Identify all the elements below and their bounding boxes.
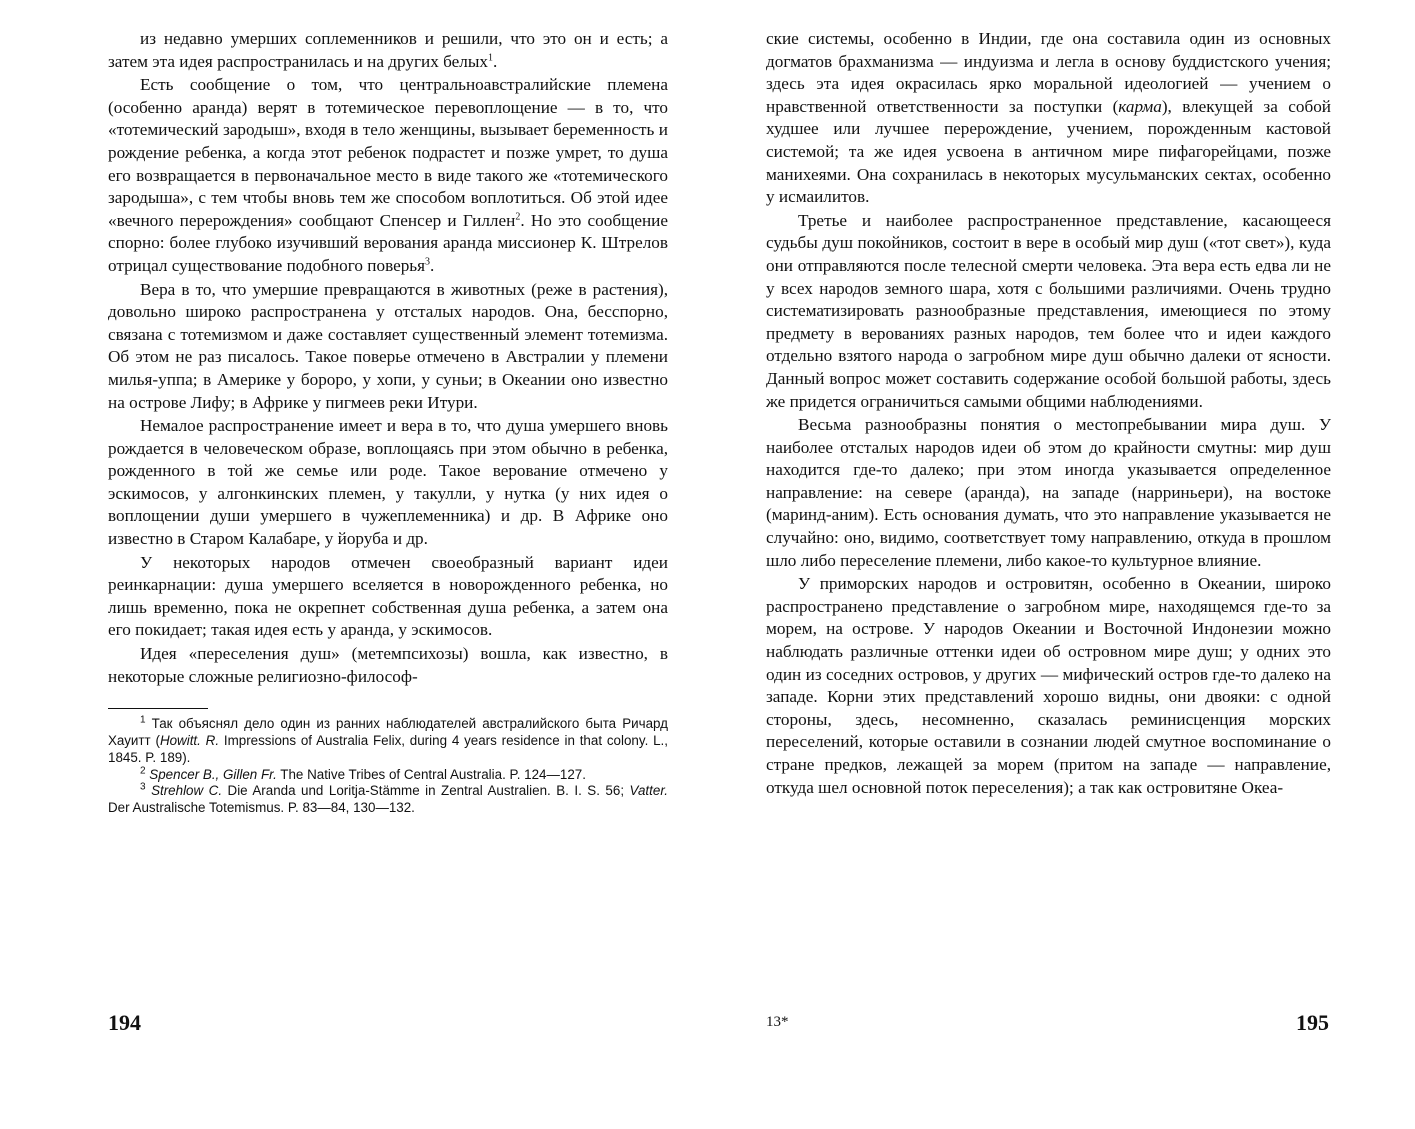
- text-run: Der Australische Totemismus. P. 83—84, 130—132.: [108, 800, 415, 816]
- paragraph: [766, 573, 1331, 799]
- footnote: [108, 767, 668, 784]
- italic-text: Strehlow C.: [151, 783, 223, 799]
- text-run: Есть сообщение о том, что центральноавстралийские племена (особенно аранда) верят в тотемическое перевоплощение — в то, что «тотемический зародыш», входя в тело женщины, вызывает беременность и рождение ребенка, а когда этот ребенок подрастет и позже умрет, то душа его возвращается в первоначальное место в виде такого же «тотемического зародыша», с тем чтобы вновь тем же способом воплотиться. Об этой идее «вечного перерождения» сообщают Спенсер и Гиллен: [108, 75, 668, 230]
- text-run: Так объяснял дело один из ранних наблюдателей австралийского быта Ричард Хауитт (: [108, 716, 668, 749]
- footnote: [108, 716, 668, 766]
- text-run: Die Aranda und Loritja-Stämme in Zentral Australien. B. I. S. 56;: [222, 783, 630, 799]
- footnote-ref: 3: [425, 256, 431, 268]
- text-run: ), влекущей за собой худшее или лучшее перерождение, учением, порожденным кастовой системой; та же идея усвоена в античном мире пифагорейцами, позже манихеями. Она сохранилась в некоторых мусульманских сектах, особенно у исмаилитов.: [766, 96, 1331, 207]
- footnote-ref: 2: [515, 211, 521, 223]
- text-run: У некоторых народов отмечен своеобразный вариант идеи реинкарнации: душа умершего вселяется в новорожденного ребенка, но лишь временно, пока не окрепнет собственная душа ребенка, а затем она его покидает; такая идея есть у аранда, у эскимосов.: [108, 552, 668, 640]
- paragraph: [766, 210, 1331, 413]
- paragraph: [108, 28, 668, 73]
- footnote-ref: 1: [488, 51, 494, 63]
- footnote-divider: [108, 708, 208, 709]
- paragraph: [108, 74, 668, 277]
- text-run: .: [493, 51, 498, 71]
- signature-mark: 13*: [766, 1014, 789, 1030]
- left-page-body: [108, 28, 668, 688]
- paragraph: [766, 414, 1331, 572]
- paragraph: [108, 643, 668, 688]
- text-run: У приморских народов и островитян, особенно в Океании, широко распространено представление о загробном мире, находящемся где-то за морем, на острове. У народов Океании и Восточной Индонезии можно наблюдать различные оттенки идеи об островном мире душ; у одних это один из соседних островов, у других — мифический остров где-то далеко на западе. Корни этих представлений хорошо видны, они двояки: с одной стороны, здесь, несомненно, сказалась реминисценция морских переселений, которые оставили в сознании людей смутное воспоминание о стране предков, лежащей за морем (притом на западе — направление, откуда шел основной поток переселения); а так как островитяне Океа-: [766, 574, 1331, 797]
- italic-text: Vatter.: [629, 783, 668, 799]
- right-page-body: [766, 28, 1331, 799]
- footnote-ref: 2: [140, 765, 146, 777]
- text-run: из недавно умерших соплеменников и решили, что это он и есть; а затем эта идея распространилась и на других белых: [108, 29, 668, 71]
- right-page: [766, 28, 1331, 799]
- paragraph: [108, 279, 668, 415]
- text-run: Идея «переселения душ» (метемпсихозы) вошла, как известно, в некоторые сложные религиозно-философ-: [108, 644, 668, 686]
- text-run: ские системы, особенно в Индии, где она составила один из основных догматов брахманизма — индуизма и легла в основу буддистского учения; здесь эта идея окрасилась ярко моральной идеологией — учением о нравственной ответственности за поступки (: [766, 29, 1331, 116]
- text-run: Impressions of Australia Felix, during 4 years residence in that colony. L., 1845. P. 189).: [108, 733, 668, 765]
- paragraph: [108, 552, 668, 642]
- italic-text: карма: [1118, 96, 1162, 116]
- footnote: [108, 783, 668, 817]
- text-run: The Native Tribes of Central Australia. P. 124—127.: [276, 766, 586, 782]
- text-run: Третье и наиболее распространенное представление, касающееся судьбы душ покойников, состоит в вере в особый мир душ («тот свет»), куда они отправляются после телесной смерти человека. Эта вера есть едва ли не у всех народов земного шара, хотя с большими различиями. Очень трудно систематизировать разнообразные представления, имеющиеся по этому предмету в верованиях разных народов, тем более что и идеи каждого отдельно взятого народа о загробном мире душ обычно далеки от ясности. Данный вопрос может составить содержание особой большой работы, здесь же придется ограничиться самыми общими наблюдениями.: [766, 210, 1331, 411]
- paragraph: [108, 415, 668, 551]
- text-run: Весьма разнообразны понятия о местопребывании мира душ. У наиболее отсталых народов идеи об этом до крайности смутны: мир душ находится где-то далеко; при этом иногда указывается определенное направление: на севере (аранда), на западе (нарриньери), на востоке (маринд-аним). Есть основания думать, что это направление указывается не случайно: оно, видимо, соответствует тому направлению, откуда в прошлом шло либо переселение племени, либо какое-то культурное влияние.: [766, 415, 1331, 570]
- footnote-ref: 1: [140, 714, 146, 726]
- page-number-right: 195: [1296, 1010, 1329, 1035]
- italic-text: Howitt. R.: [159, 733, 220, 749]
- text-run: .: [430, 255, 435, 275]
- left-page-footnotes: [108, 716, 668, 817]
- text-run: Вера в то, что умершие превращаются в животных (реже в растения), довольно широко распространена у отсталых народов. Она, бесспорно, связана с тотемизмом и даже составляет существенный элемент тотемизма. Об этом не раз писалось. Такое поверье отмечено в Австралии у племени милья-уппа; в Америке у бороро, у хопи, у суньи; в Океании оно известно на острове Лифу; в Африке у пигмеев реки Итури.: [108, 279, 668, 412]
- footnote-ref: 3: [140, 781, 146, 793]
- left-page: [108, 28, 668, 817]
- italic-text: Spencer B., Gillen Fr.: [149, 766, 277, 782]
- paragraph: [766, 28, 1331, 209]
- text-run: . Но это сообщение спорно: более глубоко изучивший верования аранда миссионер К. Штрелов отрицал существование подобного поверья: [108, 210, 668, 275]
- text-run: Немалое распространение имеет и вера в то, что душа умершего вновь рождается в человеческом образе, воплощаясь при этом обычно в ребенка, рожденного в той же семье или роде. Такое верование отмечено у эскимосов, у алгонкинских племен, у такулли, у нутка (у них идея о воплощении души умершего в чужеплеменника) и др. В Африке оно известно в Старом Калабаре, у йоруба и др.: [108, 416, 668, 549]
- page-number-left: 194: [108, 1010, 141, 1035]
